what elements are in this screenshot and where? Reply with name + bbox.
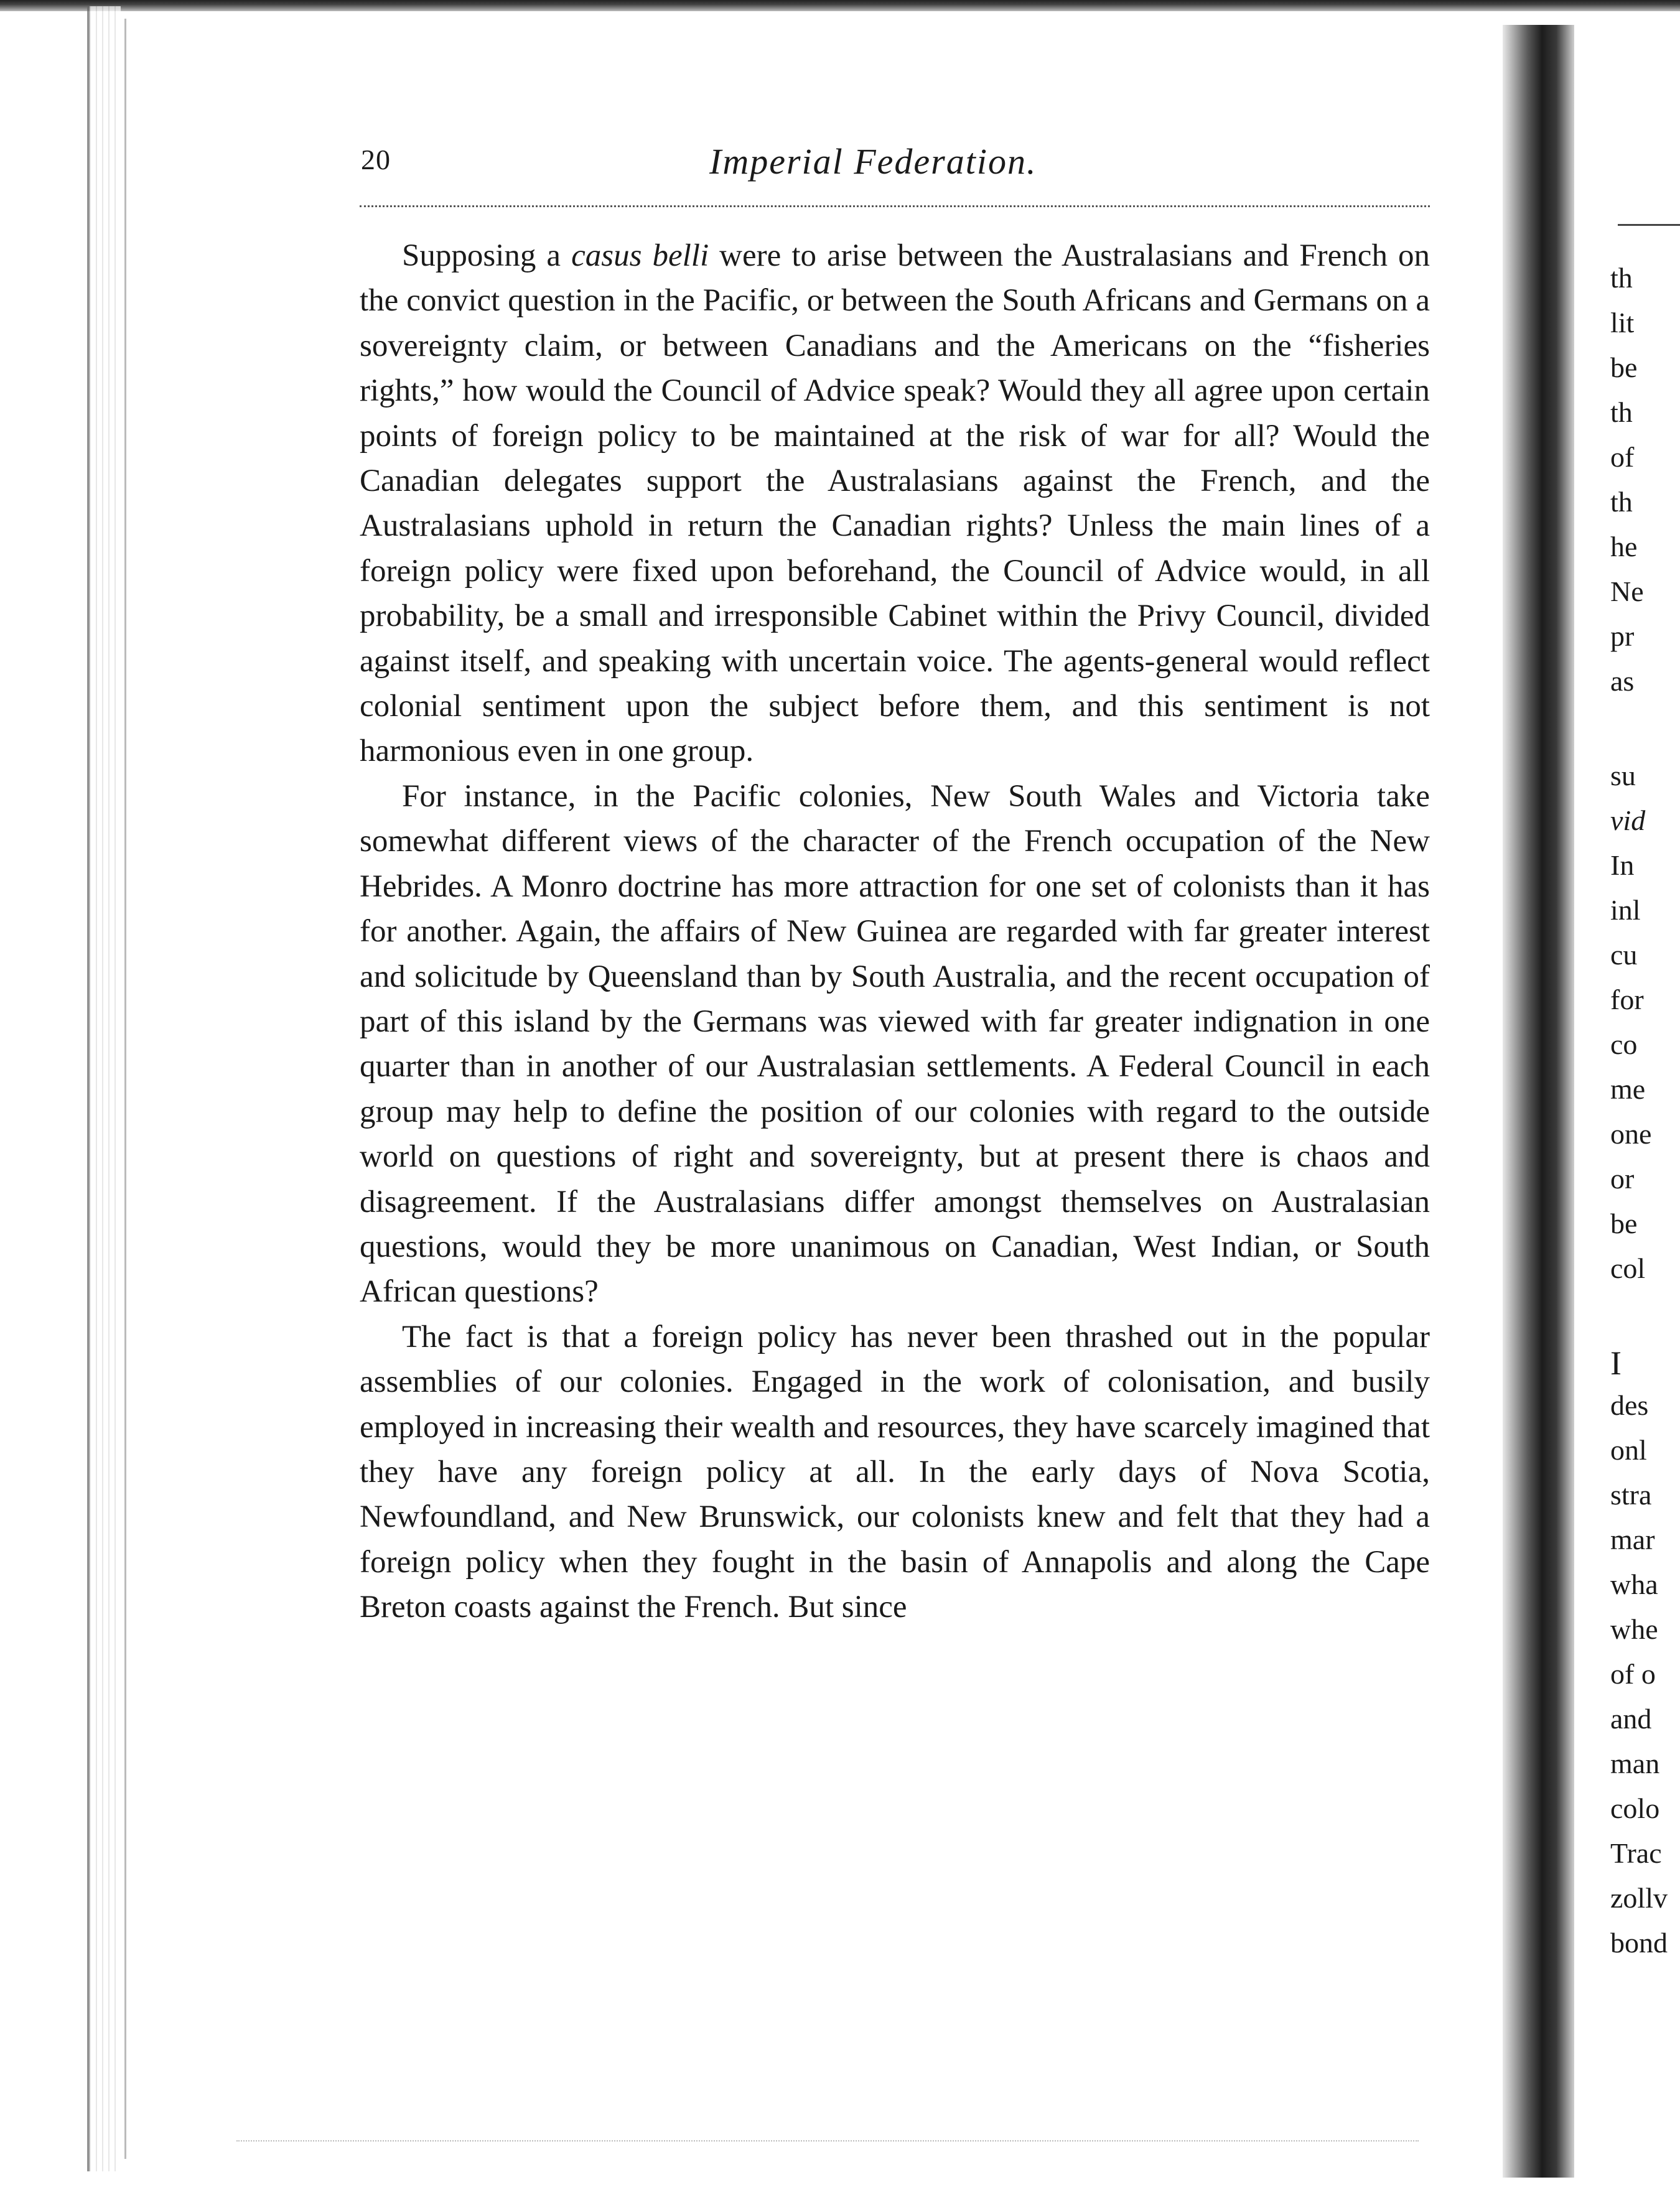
- fragment-line: th: [1610, 396, 1633, 428]
- paragraph-3: The fact is that a foreign policy has never been thrashed out in the popular assemblies of our colonies. Engaged in the work of colonisation, and busily employed in increasing their wealth and resources, they have scarcely imagined that they have any foreign policy at all. In the early days of Nova Scotia, Newfoundland, and New Brunswick, our colonists knew and felt that they had a foreign policy when they fought in the basin of Annapolis and along the Cape Breton coasts against the French. But since: [360, 1319, 1430, 1625]
- fragment-line: pr: [1610, 620, 1635, 652]
- page-edge-line: [124, 19, 126, 2159]
- fragment-line: onl: [1610, 1434, 1647, 1466]
- fragment-line: as: [1610, 665, 1635, 697]
- fragment-line: su: [1610, 760, 1636, 791]
- fragment-line: Ne: [1610, 576, 1644, 607]
- fragment-line: and: [1610, 1703, 1652, 1735]
- fragment-line: inl: [1610, 894, 1641, 926]
- fragment-line: of: [1610, 441, 1635, 473]
- running-title: Imperial Federation.: [709, 141, 1037, 182]
- fragment-line: zollv: [1610, 1882, 1668, 1914]
- latin-phrase: casus belli: [571, 238, 709, 273]
- scan-top-border: [0, 0, 1680, 11]
- body-text: [360, 233, 1430, 1630]
- fragment-line: of o: [1610, 1658, 1656, 1690]
- fragment-line: Trac: [1610, 1837, 1662, 1869]
- fragment-line: vid: [1610, 804, 1646, 836]
- fragment-line: lit: [1610, 307, 1635, 338]
- paragraph-2: For instance, in the Pacific colonies, New South Wales and Victoria take somewhat different views of the character of the French occupation of the New Hebrides. A Monro doctrine has more attraction for one set of colonists than it has for another. Again, the affairs of New Guinea are regarded with far greater interest and solicitude by Queensland than by South Australia, and the recent occupation of part of this island by the Germans was viewed with far greater indignation in one quarter than in another of our Australasian settlements. A Federal Council in each group may help to define the position of our colonies with regard to the outside world on questions of right and sovereignty, but at present there is chaos and disagreement. If the Australasians differ amongst themselves on Australasian questions, would they be more unanimous on Canadian, West Indian, or South African questions?: [360, 778, 1430, 1310]
- fragment-line: mar: [1610, 1524, 1655, 1555]
- fragment-line: cu: [1610, 939, 1638, 971]
- fragment-line: he: [1610, 531, 1638, 562]
- fragment-line: bond: [1610, 1927, 1668, 1959]
- page-header: [361, 143, 1431, 187]
- page-number: 20: [361, 144, 391, 175]
- fragment-line: col: [1610, 1252, 1646, 1284]
- next-page-rule: [1618, 224, 1680, 226]
- fragment-line: whe: [1610, 1613, 1658, 1645]
- fragment-line: stra: [1610, 1479, 1652, 1511]
- fragment-line: be: [1610, 352, 1638, 383]
- fragment-line: me: [1610, 1073, 1646, 1105]
- book-page-edges: [87, 6, 121, 2171]
- fragment-line: th: [1610, 262, 1633, 294]
- fragment-line: colo: [1610, 1792, 1660, 1824]
- fragment-line: In: [1610, 849, 1635, 881]
- fragment-line: th: [1610, 486, 1633, 518]
- book-gutter-shadow: [1503, 25, 1574, 2178]
- fragment-line: one: [1610, 1118, 1652, 1150]
- fragment-line: co: [1610, 1028, 1638, 1060]
- fragment-line: man: [1610, 1748, 1660, 1779]
- next-page-fragment: [1605, 0, 1680, 2195]
- fragment-line: wha: [1610, 1568, 1658, 1600]
- fragment-line: or: [1610, 1163, 1635, 1195]
- fragment-line: for: [1610, 984, 1644, 1015]
- fragment-line: I: [1610, 1344, 1622, 1382]
- fragment-line: des: [1610, 1389, 1649, 1421]
- header-rule: [360, 205, 1430, 207]
- fragment-line: be: [1610, 1208, 1638, 1239]
- bottom-page-edge: [236, 2140, 1419, 2143]
- paragraph-1: Supposing a casus belli were to arise between the Australasians and French on the convict question in the Pacific, or between the South Africans and Germans on a sovereignty claim, or between Canadians and the Americans on the “fisheries rights,” how would the Council of Advice speak? Would they all agree upon certain points of foreign policy to be maintained at the risk of war for all? Would the Canadian delegates support the Australasians against the French, and the Australasians uphold in return the Canadian rights? Unless the main lines of a foreign policy were fixed upon beforehand, the Council of Advice would, in all probability, be a small and irresponsible Cabinet within the Privy Council, divided against itself, and speaking with uncertain voice. The agents-general would reflect colonial sentiment upon the subject before them, and this sentiment is not harmonious even in one group.: [360, 238, 1430, 769]
